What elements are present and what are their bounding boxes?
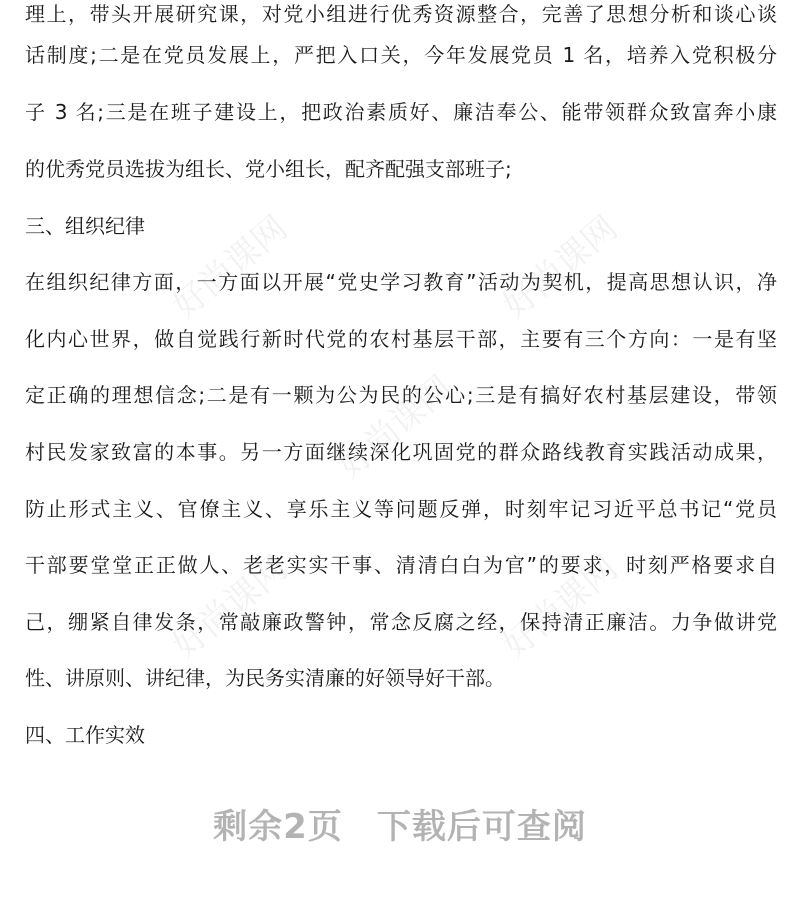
paragraph-line: 话制度;二是在党员发展上，严把入口关，今年发展党员 1 名，培养入党积极分: [25, 43, 777, 67]
paragraph-line: 的优秀党员选拔为组长、党小组长，配齐配强支部班子;: [25, 157, 512, 181]
watermark: 好尚课网: [495, 548, 626, 667]
watermark: 好尚课网: [165, 548, 296, 667]
download-hint-label: 下载后可查阅: [376, 807, 587, 847]
paragraph-line: 理上，带头开展研究课，对党小组进行优秀资源整合，完善了思想分析和谈心谈: [25, 2, 777, 26]
paragraph-line: 防止形式主义、官僚主义、享乐主义等问题反弹，时刻牢记习近平总书记“党员: [25, 497, 777, 521]
section-heading: 三、组织纪律: [25, 214, 145, 238]
watermark: 好尚课网: [495, 208, 626, 327]
watermark: 好尚课网: [330, 368, 461, 487]
paragraph-line: 性、讲原则、讲纪律，为民务实清廉的好领导好干部。: [25, 666, 505, 690]
paragraph-line: 己，绷紧自律发条，常敲廉政警钟，常念反腐之经，保持清正廉洁。力争做讲党: [25, 610, 777, 634]
paragraph-line: 子 3 名;三是在班子建设上，把政治素质好、廉洁奉公、能带领群众致富奔小康: [25, 100, 777, 124]
paragraph-line: 在组织纪律方面，一方面以开展“党史学习教育”活动为契机，提高思想认识，净: [25, 270, 777, 294]
section-heading: 四、工作实效: [25, 723, 145, 747]
paragraph-line: 定正确的理想信念;二是有一颗为公为民的公心;三是有搞好农村基层建设，带领: [25, 383, 777, 407]
paragraph-line: 村民发家致富的本事。另一方面继续深化巩固党的群众路线教育实践活动成果，: [25, 440, 777, 464]
watermark: 好尚课网: [165, 208, 296, 327]
download-prompt-button[interactable]: [213, 807, 587, 847]
paragraph-line: 化内心世界，做自觉践行新时代党的农村基层干部，主要有三个方向：一是有坚: [25, 327, 777, 351]
paragraph-line: 干部要堂堂正正做人、老老实实干事、清清白白为官”的要求，时刻严格要求自: [25, 553, 777, 577]
remaining-pages-label: 剩余2页: [213, 807, 343, 847]
download-prompt-bar: [0, 790, 800, 870]
